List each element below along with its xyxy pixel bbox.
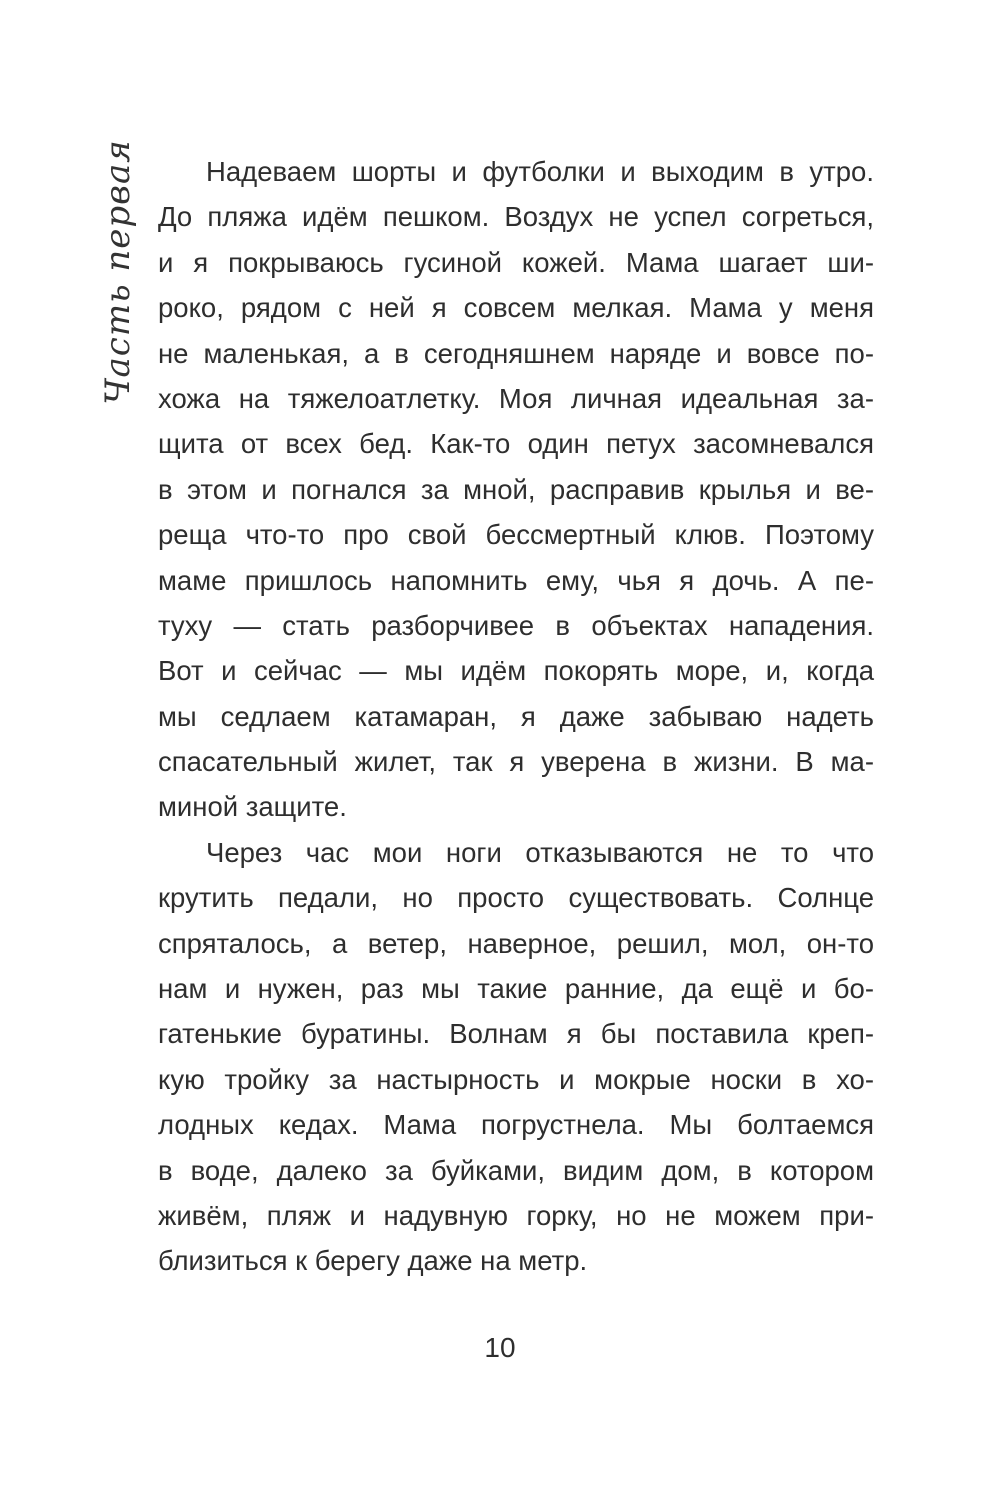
body-text	[158, 149, 874, 1284]
paragraph	[158, 149, 874, 830]
text-line: хожа на тяжелоатлетку. Моя личная идеальная за-	[158, 382, 874, 414]
text-line: Вот и сейчас — мы идём покорять море, и, когда	[158, 655, 874, 687]
text-line: роко, рядом с ней я совсем мелкая. Мама у меня	[158, 292, 874, 324]
running-head: Часть первая	[98, 139, 138, 405]
text-line: спасательный жилет, так я уверена в жизни. В ма-	[158, 746, 874, 778]
text-line: крутить педали, но просто существовать. Солнце	[158, 882, 874, 914]
paragraph	[158, 830, 874, 1284]
text-line: маме пришлось напомнить ему, чья я дочь. А пе-	[158, 564, 874, 596]
text-line: в воде, далеко за буйками, видим дом, в котором	[158, 1154, 874, 1186]
text-line: не маленькая, а в сегодняшнем наряде и вовсе по-	[158, 337, 874, 369]
text-line: гатенькие буратины. Волнам я бы поставила креп-	[158, 1018, 874, 1050]
text-line: До пляжа идём пешком. Воздух не успел согреться,	[158, 201, 874, 233]
text-line: лодных кедах. Мама погрустнела. Мы болтаемся	[158, 1109, 874, 1141]
text-line: спряталось, а ветер, наверное, решил, мол, он-то	[158, 927, 874, 959]
text-line: Надеваем шорты и футболки и выходим в утро.	[206, 156, 874, 187]
text-line: Через час мои ноги отказываются не то что	[206, 836, 874, 868]
text-line: в этом и погнался за мной, расправив крылья и ве-	[158, 473, 874, 505]
text-line: туху — стать разборчивее в объектах нападения.	[158, 609, 874, 641]
page-number: 10	[484, 1332, 516, 1363]
text-line: мы седлаем катамаран, я даже забываю надеть	[158, 700, 874, 732]
text-line: живём, пляж и надувную горку, но не можем при-	[158, 1199, 874, 1231]
text-line: близиться к берегу даже на метр.	[158, 1245, 588, 1277]
text-line: нам и нужен, раз мы такие ранние, да ещё и бо-	[158, 973, 874, 1005]
text-line: щита от всех бед. Как-то один петух засомневался	[158, 428, 874, 460]
text-line: миной защите.	[158, 791, 347, 823]
text-line: и я покрываюсь гусиной кожей. Мама шагает ши-	[158, 246, 874, 278]
text-line: реща что-то про свой бессмертный клюв. Поэтому	[158, 519, 874, 551]
text-line: кую тройку за настырность и мокрые носки в хо-	[158, 1063, 874, 1095]
